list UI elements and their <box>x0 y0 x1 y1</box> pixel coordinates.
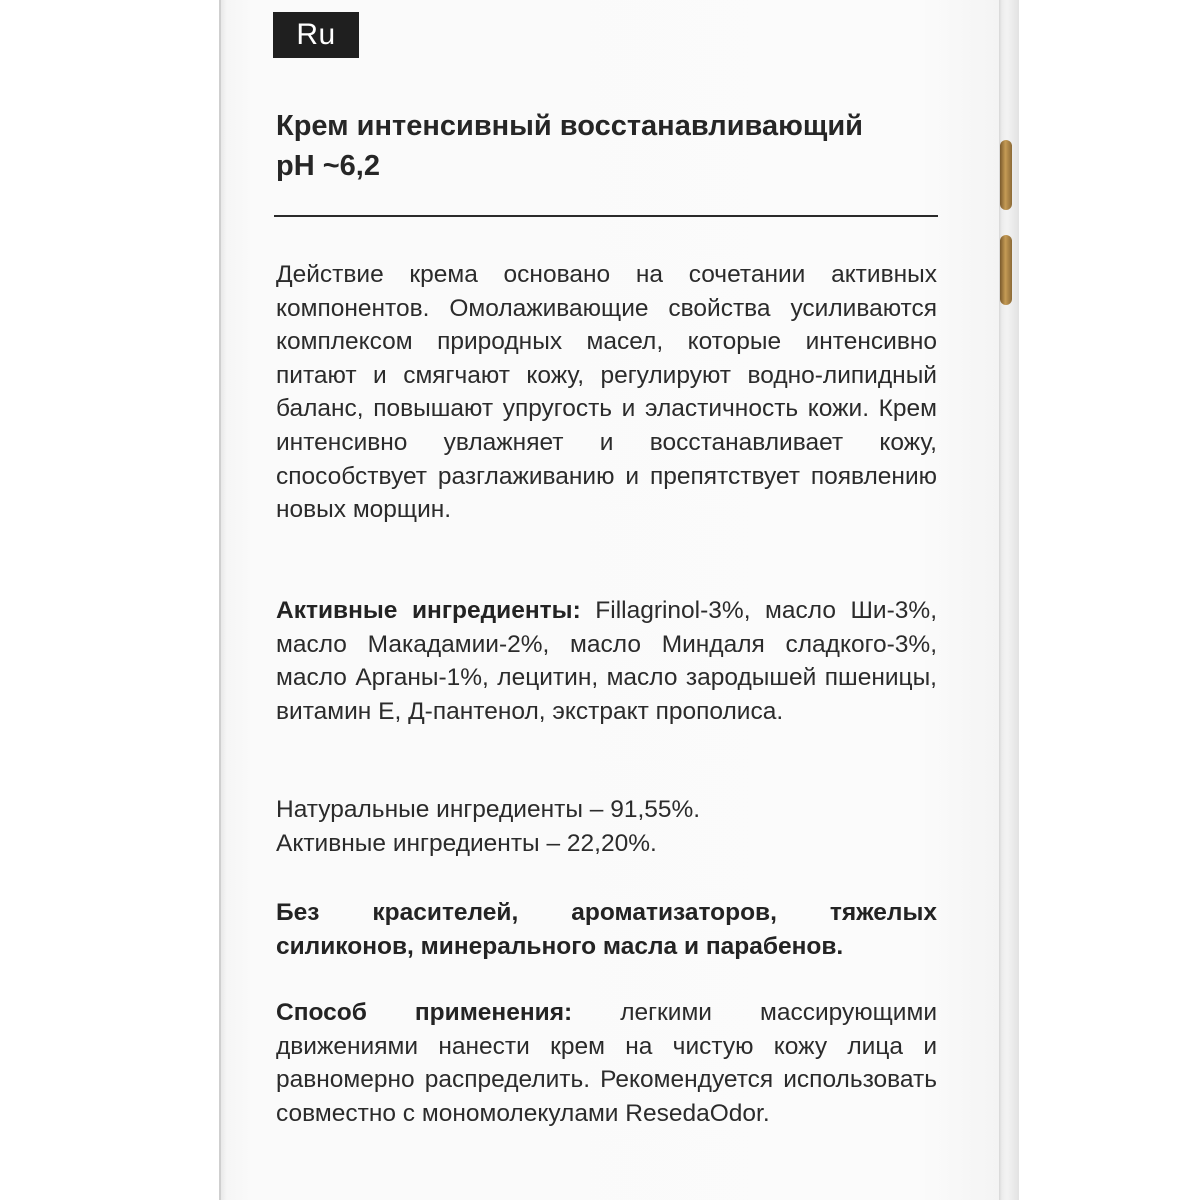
active-ingredients-paragraph <box>276 594 937 728</box>
product-title-ph: pH ~6,2 <box>276 150 380 182</box>
usage-label: Способ применения: <box>276 999 573 1026</box>
active-ingredients-text: Fillagrinol-3%, масло Ши-3%, масло Макадамии-2%, масло Миндаля сладкого-3%, масло Арганы-1%, лецитин, масло зародышей пшеницы, витамин Е, Д-пантенол, экстракт прополиса. <box>276 597 937 725</box>
gold-edge-mark <box>1000 140 1012 210</box>
product-title <box>276 106 956 186</box>
active-ingredients-stat: Активные ингредиенты – 22,20%. <box>276 829 657 857</box>
language-badge: Ru <box>273 12 359 58</box>
usage-paragraph <box>276 996 937 1130</box>
product-title-line-1: Крем интенсивный восстанавливающий <box>276 110 863 142</box>
ingredient-stats <box>276 793 937 860</box>
title-divider <box>274 215 938 217</box>
gold-edge-mark <box>1000 235 1012 305</box>
natural-ingredients-stat: Натуральные ингредиенты – 91,55%. <box>276 796 701 823</box>
usage-text: легкими массирующими движениями нанести крем на чистую кожу лица и равномерно распределить. Рекомендуется использовать совместно с мономолекулами ResedaOdor. <box>276 999 938 1127</box>
free-from-statement: Без красителей, ароматизаторов, тяжелых силиконов, минерального масла и парабенов. <box>276 899 937 960</box>
active-ingredients-label: Активные ингредиенты: <box>276 597 581 624</box>
description-paragraph: Действие крема основано на сочетании активных компонентов. Омолаживающие свойства усиливаются комплексом природных масел, которые интенсивно питают и смягчают кожу, регулируют водно-липидный баланс, повышают упругость и эластичность кожи. Крем интенсивно увлажняет и восстанавливает кожу, способствует разглаживанию и препятствует появлению новых морщин. <box>276 261 937 524</box>
